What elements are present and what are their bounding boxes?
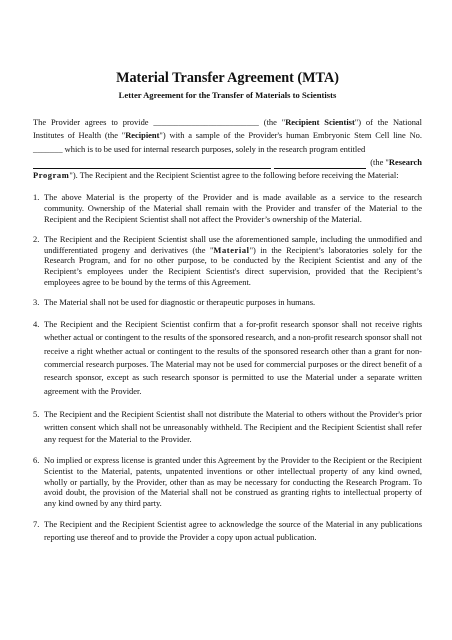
document-title: Material Transfer Agreement (MTA) <box>116 70 339 86</box>
cell-line-blank: _______ <box>33 143 63 154</box>
term-text-part: The Recipient and the Recipient Scientist shall use the aforementioned sample, including the unmodified and undifferentiated progeny and derivatives (the " <box>44 234 422 255</box>
program-title-blank <box>33 160 271 169</box>
term-text <box>44 234 422 287</box>
term-text: The Recipient and the Recipient Scientist confirm that a for-profit research sponsor shall not receive rights whether actual or contingent to the results of the sponsored research, and a non-profit research sponsor shall not receive a right whether actual or contingent to the results of the sponsored research other than a grant for non-commercial research purposes. The Material may not be used for commercial purposes or the direct benefit of a research sponsor, except as such research sponsor is permitted to use the Material under a separate written agreement with the Provider. <box>44 318 422 396</box>
recipient-scientist-term: Recipient Scientist <box>285 117 355 127</box>
term-number: 7. <box>33 519 40 530</box>
program-title-blank-tail <box>274 160 366 169</box>
term-number: 5. <box>33 409 40 420</box>
term-item-7 <box>33 518 422 543</box>
research-program-term-a: Research <box>388 156 422 167</box>
research-program-term: Program <box>33 170 70 181</box>
intro-text-7: "). The Recipient and the Recipient Scientist agree to the following before receiving the Material: <box>69 170 399 181</box>
term-item-4 <box>33 318 422 398</box>
term-number: 6. <box>33 455 40 466</box>
document-subtitle: Letter Agreement for the Transfer of Materials to Scientists <box>118 90 337 100</box>
term-item-5 <box>33 408 422 445</box>
intro-text-6: (the " <box>370 156 389 167</box>
terms-list <box>33 192 422 543</box>
term-text: No implied or express license is granted under this Agreement by the Provider to the Recipient or the Recipient Scientist to the Material, patents, unpatented inventions or other intellectual property of any kind owned, wholly or partially, by the Provider, other than as may be necessary for conducting the Research Program. To avoid doubt, the provision of the Material shall not be construed as granting rights to intellectual property of any kind owned by any third party. <box>44 455 422 508</box>
intro-paragraph <box>33 116 422 182</box>
term-text: The Recipient and the Recipient Scientist agree to acknowledge the source of the Material in any publications reporting use thereof and to provide the Provider a copy upon actual publication. <box>44 519 422 542</box>
term-number: 3. <box>33 297 40 308</box>
term-number: 1. <box>33 192 40 203</box>
term-text: The Material shall not be used for diagnostic or therapeutic purposes in humans. <box>44 297 316 308</box>
recipient-scientist-blank: _________________________ <box>153 117 259 127</box>
material-term: Material <box>213 244 250 255</box>
term-text: The above Material is the property of the Provider and is made available as a service to the research community. Ownership of the Material shall remain with the Provider and transfer of the Material to the Recipient and the Recipient Scientist shall not affect the Provider’s ownership of the Material. <box>44 192 422 224</box>
term-text-part: ") in the Recipient’s laboratories solely for the Research Program, and for no other purpose, to be conducted by the Recipient Scientist and any of the Recipient’s employees under the Recipient Scientist's direct supervision, provided that the Recipient’s employees agree to be bound by the terms of this Agreement. <box>44 244 422 287</box>
term-text: The Recipient and the Recipient Scientist shall not distribute the Material to others without the Provider's prior written consent which shall not be unreasonably withheld. The Recipient and the Recipient Scientist shall refer any request for the Material to the Provider. <box>44 409 422 445</box>
term-item-2 <box>33 234 422 287</box>
intro-text-4: ") with a sample of the Provider's human Embryonic Stem Cell line No. <box>159 130 422 141</box>
term-number: 2. <box>33 234 40 245</box>
intro-text-5: which is to be used for internal research purposes, solely in the research program entitled <box>62 143 366 154</box>
recipient-term: Recipient <box>125 130 160 141</box>
intro-text-2: (the " <box>263 117 286 127</box>
program-title-line <box>33 156 422 169</box>
term-item-1 <box>33 192 422 224</box>
intro-text-1: The Provider agrees to provide <box>33 117 149 127</box>
term-item-3 <box>33 297 422 308</box>
intro-text-3: ") of the National Institutes of Health (the " <box>33 117 423 141</box>
term-number: 4. <box>33 318 40 329</box>
term-item-6 <box>33 455 422 508</box>
